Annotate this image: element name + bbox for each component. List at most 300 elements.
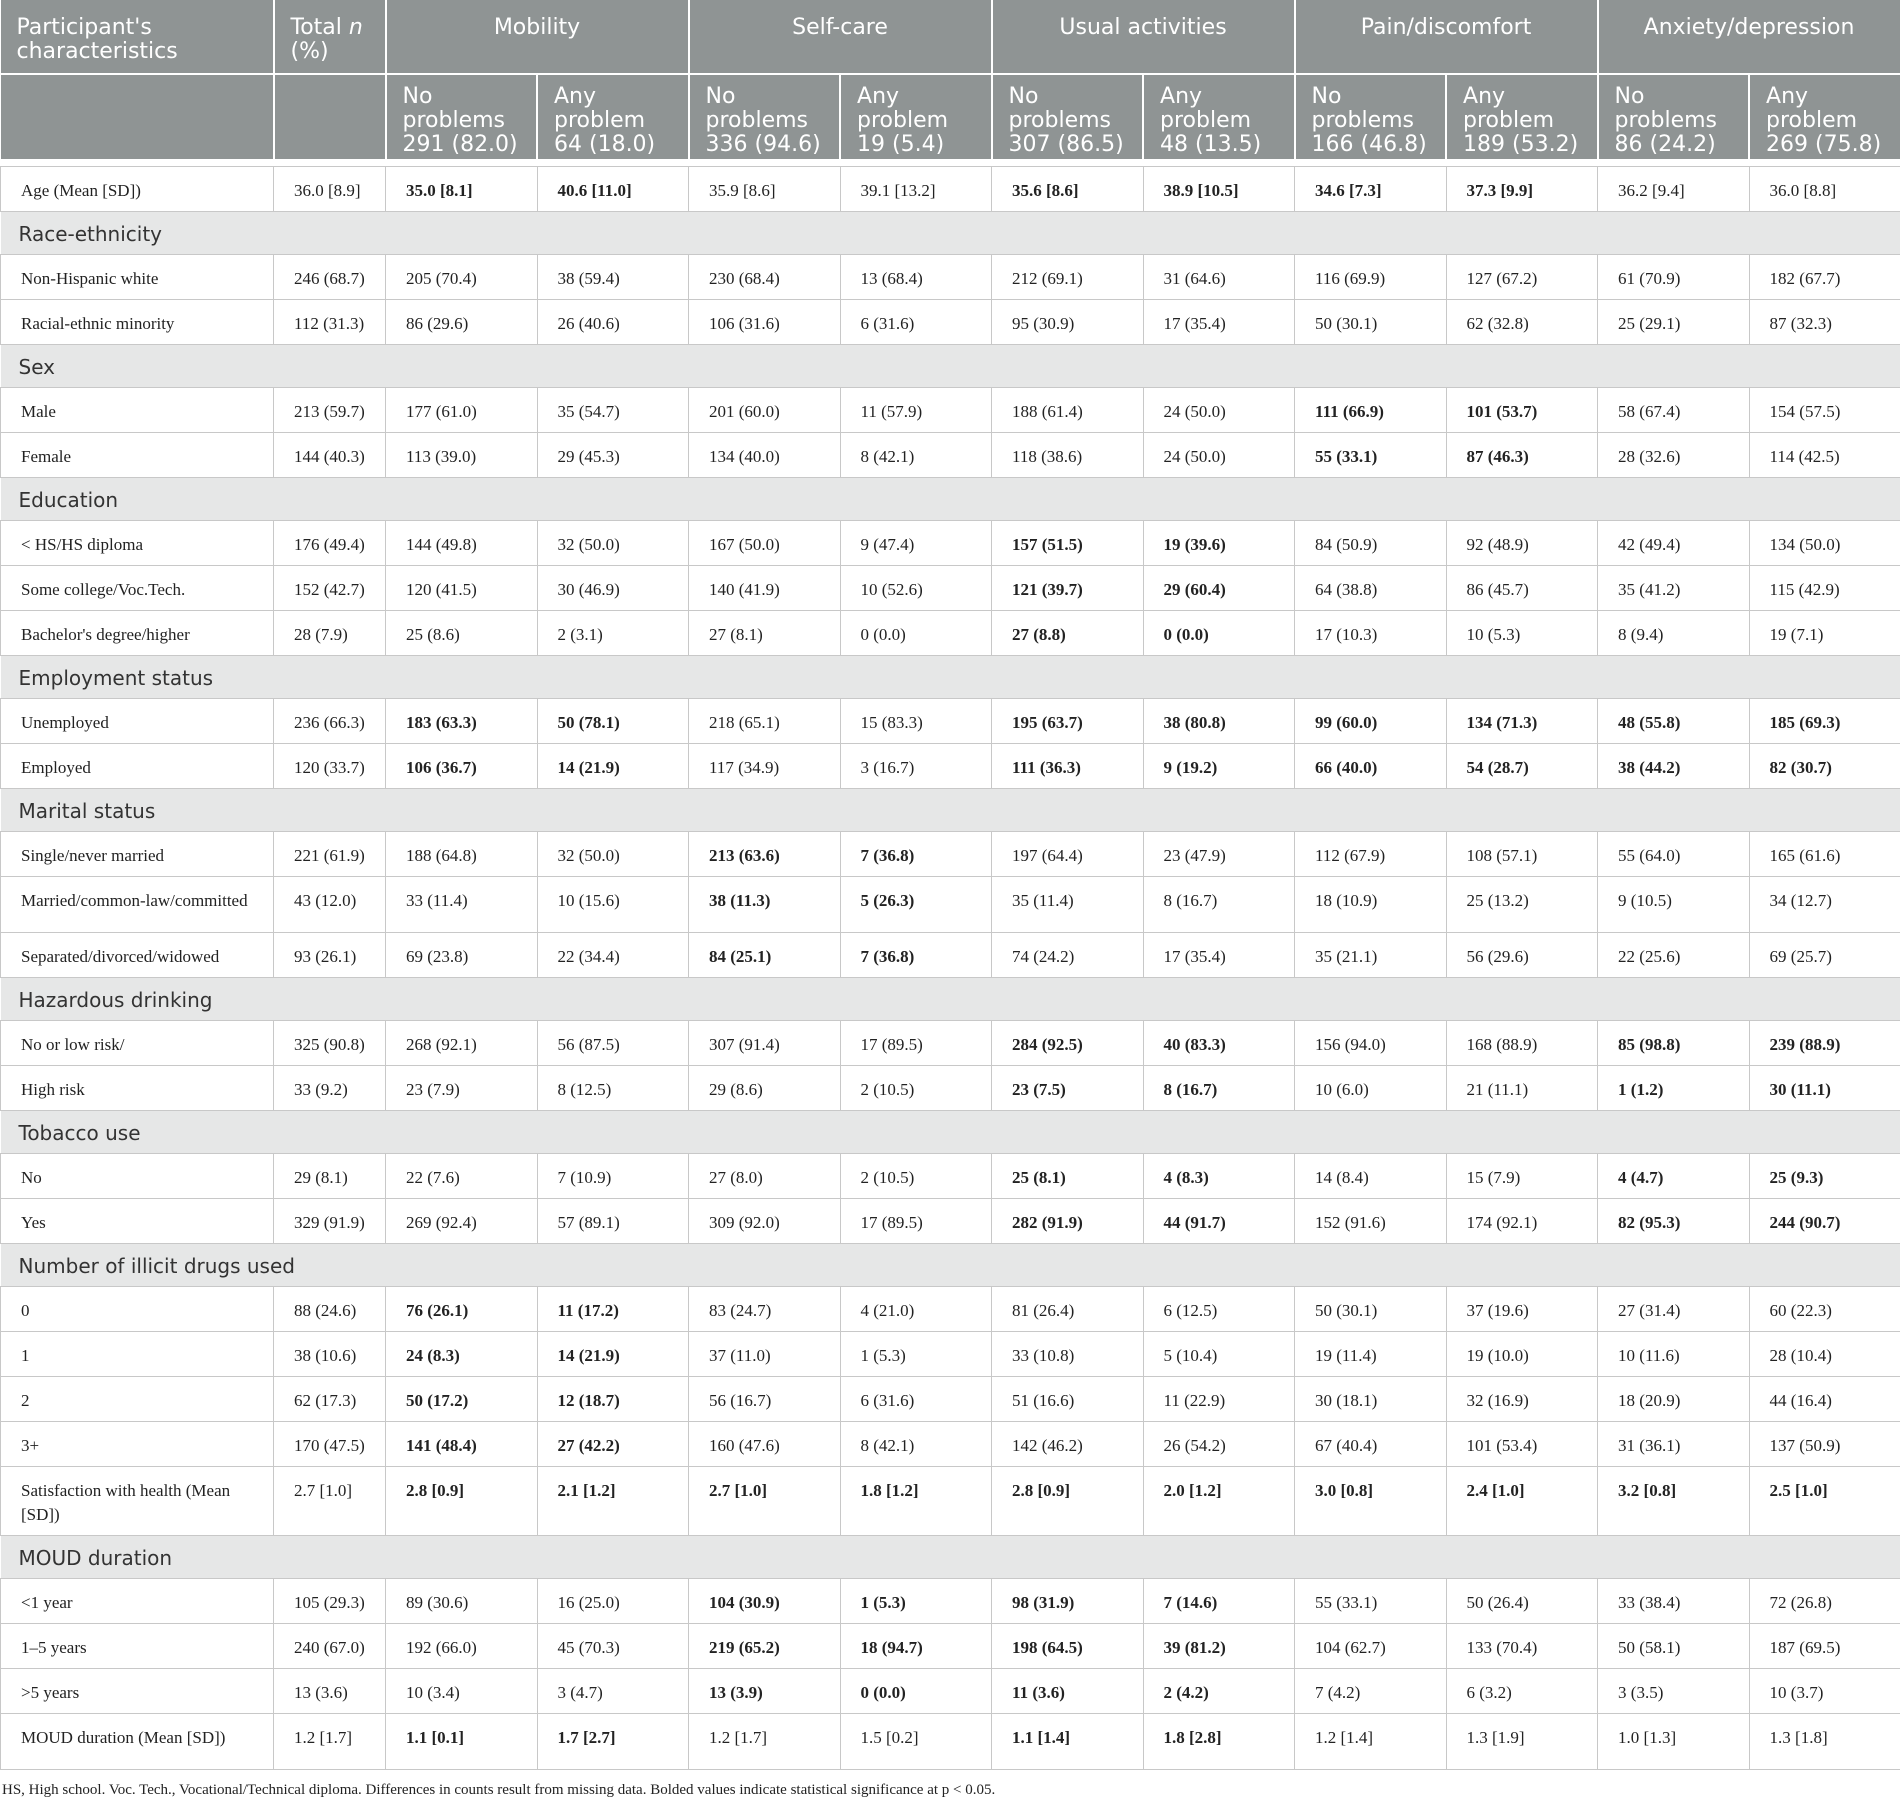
cell-value: 93 (26.1) bbox=[294, 947, 356, 966]
cell-value: 246 (68.7) bbox=[294, 269, 365, 288]
section-row bbox=[1, 655, 1900, 698]
table-cell bbox=[1598, 1065, 1750, 1110]
cell-value: 45 (70.3) bbox=[558, 1638, 620, 1657]
header-blank-1 bbox=[274, 74, 386, 160]
cell-value: 3 (4.7) bbox=[558, 1683, 603, 1702]
table-cell bbox=[1446, 1153, 1598, 1198]
section-label: Tobacco use bbox=[1, 1110, 1900, 1153]
cell-value: 117 (34.9) bbox=[709, 758, 779, 777]
table-cell bbox=[386, 520, 538, 565]
table-cell bbox=[274, 1466, 386, 1535]
table-cell bbox=[840, 1198, 992, 1243]
cell-value: 116 (69.9) bbox=[1315, 269, 1385, 288]
table-cell bbox=[386, 166, 538, 211]
significant-value: 38 (80.8) bbox=[1164, 713, 1226, 732]
table-cell bbox=[1446, 1331, 1598, 1376]
cell-value: 1.0 [1.3] bbox=[1618, 1728, 1676, 1747]
cell-value: 174 (92.1) bbox=[1467, 1213, 1538, 1232]
table-cell bbox=[274, 876, 386, 932]
subheader-1 bbox=[537, 74, 689, 160]
cell-value: 10 (52.6) bbox=[861, 580, 923, 599]
cell-value: 10 (15.6) bbox=[558, 891, 620, 910]
table-cell bbox=[840, 1065, 992, 1110]
cell-value: 152 (91.6) bbox=[1315, 1213, 1386, 1232]
cell-value: 22 (25.6) bbox=[1618, 947, 1680, 966]
table-cell bbox=[386, 565, 538, 610]
cell-value: 23 (47.9) bbox=[1164, 846, 1226, 865]
table-cell bbox=[689, 698, 841, 743]
table-cell bbox=[537, 1421, 689, 1466]
cell-value: 29 (45.3) bbox=[558, 447, 620, 466]
subheader-line: Any bbox=[857, 85, 991, 109]
cell-value: 11 (57.9) bbox=[861, 402, 923, 421]
table-cell bbox=[992, 254, 1144, 299]
cell-value: 33 (11.4) bbox=[406, 891, 468, 910]
row-label: Single/never married bbox=[1, 831, 274, 876]
table-cell bbox=[1446, 299, 1598, 344]
table-cell bbox=[1598, 1376, 1750, 1421]
cell-value: 112 (31.3) bbox=[294, 314, 364, 333]
cell-value: 15 (7.9) bbox=[1467, 1168, 1521, 1187]
table-cell bbox=[537, 1623, 689, 1668]
cell-value: 38 (59.4) bbox=[558, 269, 620, 288]
table-cell bbox=[689, 1421, 841, 1466]
table-row bbox=[1, 932, 1900, 977]
table-cell bbox=[386, 1668, 538, 1713]
table-cell bbox=[840, 1466, 992, 1535]
header-total-pct: (%) bbox=[291, 39, 329, 64]
cell-value: 31 (36.1) bbox=[1618, 1436, 1680, 1455]
table-cell bbox=[840, 1421, 992, 1466]
cell-value: 33 (9.2) bbox=[294, 1080, 348, 1099]
section-row bbox=[1, 1110, 1900, 1153]
table-cell bbox=[992, 1421, 1144, 1466]
cell-value: 50 (30.1) bbox=[1315, 314, 1377, 333]
cell-value: 156 (94.0) bbox=[1315, 1035, 1386, 1054]
table-cell bbox=[1598, 1578, 1750, 1623]
cell-value: 269 (92.4) bbox=[406, 1213, 477, 1232]
table-cell bbox=[274, 1668, 386, 1713]
section-label: Hazardous drinking bbox=[1, 977, 1900, 1020]
table-cell bbox=[1749, 1466, 1900, 1535]
table-cell bbox=[274, 1286, 386, 1331]
cell-value: 32 (50.0) bbox=[558, 846, 620, 865]
cell-value: 160 (47.6) bbox=[709, 1436, 780, 1455]
table-cell bbox=[1143, 520, 1295, 565]
table-row bbox=[1, 520, 1900, 565]
cell-value: 28 (7.9) bbox=[294, 625, 348, 644]
table-cell bbox=[274, 1153, 386, 1198]
table-cell bbox=[386, 1331, 538, 1376]
table-cell bbox=[1598, 565, 1750, 610]
cell-value: 188 (64.8) bbox=[406, 846, 477, 865]
significant-value: 29 (60.4) bbox=[1164, 580, 1226, 599]
table-cell bbox=[1295, 876, 1447, 932]
cell-value: 1 (5.3) bbox=[861, 1346, 906, 1365]
table-cell bbox=[1295, 1623, 1447, 1668]
table-cell bbox=[1446, 831, 1598, 876]
cell-value: 17 (35.4) bbox=[1164, 314, 1226, 333]
table-cell bbox=[840, 831, 992, 876]
cell-value: 1.2 [1.7] bbox=[709, 1728, 767, 1747]
row-label: 1–5 years bbox=[1, 1623, 274, 1668]
table-cell bbox=[992, 831, 1144, 876]
table-row bbox=[1, 1065, 1900, 1110]
cell-value: 268 (92.1) bbox=[406, 1035, 477, 1054]
table-cell bbox=[1749, 1376, 1900, 1421]
table-cell bbox=[992, 1578, 1144, 1623]
table-cell bbox=[1143, 1286, 1295, 1331]
table-cell bbox=[537, 743, 689, 788]
subheader-line: Any bbox=[1766, 85, 1900, 109]
table-cell bbox=[1749, 1668, 1900, 1713]
table-row bbox=[1, 1466, 1900, 1535]
significant-value: 195 (63.7) bbox=[1012, 713, 1083, 732]
cell-value: 114 (42.5) bbox=[1770, 447, 1840, 466]
table-cell bbox=[1749, 698, 1900, 743]
table-cell bbox=[274, 1578, 386, 1623]
table-cell bbox=[1598, 1153, 1750, 1198]
table-cell bbox=[1295, 565, 1447, 610]
subheader-line: Any bbox=[1160, 85, 1294, 109]
table-cell bbox=[1598, 831, 1750, 876]
table-cell bbox=[992, 1623, 1144, 1668]
cell-value: 5 (10.4) bbox=[1164, 1346, 1218, 1365]
cell-value: 62 (17.3) bbox=[294, 1391, 356, 1410]
subheader-4 bbox=[992, 74, 1144, 160]
cell-value: 213 (59.7) bbox=[294, 402, 365, 421]
table-cell bbox=[1295, 831, 1447, 876]
table-cell bbox=[1749, 1286, 1900, 1331]
section-label: Education bbox=[1, 477, 1900, 520]
cell-value: 25 (8.6) bbox=[406, 625, 460, 644]
table-cell bbox=[1446, 166, 1598, 211]
table-cell bbox=[689, 1065, 841, 1110]
table-cell bbox=[1446, 743, 1598, 788]
cell-value: 50 (26.4) bbox=[1467, 1593, 1529, 1612]
table-cell bbox=[840, 1020, 992, 1065]
table-cell bbox=[1295, 932, 1447, 977]
significant-value: 9 (19.2) bbox=[1164, 758, 1218, 777]
subheader-line: problems bbox=[1615, 109, 1749, 133]
significant-value: 85 (98.8) bbox=[1618, 1035, 1680, 1054]
table-cell bbox=[1295, 1020, 1447, 1065]
cell-value: 11 (22.9) bbox=[1164, 1391, 1226, 1410]
cell-value: 221 (61.9) bbox=[294, 846, 365, 865]
table-row bbox=[1, 1421, 1900, 1466]
cell-value: 182 (67.7) bbox=[1770, 269, 1841, 288]
subheader-6 bbox=[1295, 74, 1447, 160]
table-cell bbox=[1598, 876, 1750, 932]
table-cell bbox=[537, 387, 689, 432]
cell-value: 134 (50.0) bbox=[1770, 535, 1841, 554]
significant-value: 5 (26.3) bbox=[861, 891, 915, 910]
cell-value: 81 (26.4) bbox=[1012, 1301, 1074, 1320]
row-label: 3+ bbox=[1, 1421, 274, 1466]
cell-value: 18 (20.9) bbox=[1618, 1391, 1680, 1410]
table-cell bbox=[1749, 432, 1900, 477]
cell-value: 36.0 [8.8] bbox=[1770, 181, 1837, 200]
subheader-line: problem bbox=[1766, 109, 1900, 133]
cell-value: 37 (19.6) bbox=[1467, 1301, 1529, 1320]
cell-value: 35 (11.4) bbox=[1012, 891, 1074, 910]
table-cell bbox=[992, 1713, 1144, 1769]
table-cell bbox=[992, 1153, 1144, 1198]
cell-value: 32 (16.9) bbox=[1467, 1391, 1529, 1410]
subheader-7 bbox=[1446, 74, 1598, 160]
cell-value: 28 (32.6) bbox=[1618, 447, 1680, 466]
table-cell bbox=[1598, 520, 1750, 565]
header-blank-0 bbox=[1, 74, 274, 160]
cell-value: 106 (31.6) bbox=[709, 314, 780, 333]
row-label: MOUD duration (Mean [SD]) bbox=[1, 1713, 274, 1769]
subheader-line: problem bbox=[1160, 109, 1294, 133]
table-cell bbox=[274, 166, 386, 211]
table-cell bbox=[1446, 432, 1598, 477]
table-row bbox=[1, 387, 1900, 432]
cell-value: 192 (66.0) bbox=[406, 1638, 477, 1657]
table-cell bbox=[1446, 1286, 1598, 1331]
table-cell bbox=[689, 876, 841, 932]
table-cell bbox=[1295, 299, 1447, 344]
table-cell bbox=[1749, 1020, 1900, 1065]
cell-value: 4 (21.0) bbox=[861, 1301, 915, 1320]
table-cell bbox=[992, 932, 1144, 977]
cell-value: 35 (41.2) bbox=[1618, 580, 1680, 599]
cell-value: 36.2 [9.4] bbox=[1618, 181, 1685, 200]
cell-value: 56 (87.5) bbox=[558, 1035, 620, 1054]
significant-value: 12 (18.7) bbox=[558, 1391, 620, 1410]
significant-value: 1.8 [1.2] bbox=[861, 1481, 919, 1500]
table-cell bbox=[537, 1020, 689, 1065]
cell-value: 35 (54.7) bbox=[558, 402, 620, 421]
subheader-line: problem bbox=[554, 109, 688, 133]
cell-value: 115 (42.9) bbox=[1770, 580, 1840, 599]
subheader-line: problems bbox=[403, 109, 537, 133]
cell-value: 7 (10.9) bbox=[558, 1168, 612, 1187]
significant-value: 35.6 [8.6] bbox=[1012, 181, 1079, 200]
table-cell bbox=[840, 387, 992, 432]
cell-value: 10 (5.3) bbox=[1467, 625, 1521, 644]
table-row bbox=[1, 299, 1900, 344]
cell-value: 22 (7.6) bbox=[406, 1168, 460, 1187]
table-cell bbox=[1446, 387, 1598, 432]
table-cell bbox=[689, 1713, 841, 1769]
cell-value: 118 (38.6) bbox=[1012, 447, 1082, 466]
subheader-line: problems bbox=[1312, 109, 1446, 133]
significant-value: 66 (40.0) bbox=[1315, 758, 1377, 777]
cell-value: 34 (12.7) bbox=[1770, 891, 1832, 910]
table-row bbox=[1, 432, 1900, 477]
table-row bbox=[1, 1376, 1900, 1421]
significant-value: 87 (46.3) bbox=[1467, 447, 1529, 466]
cell-value: 31 (64.6) bbox=[1164, 269, 1226, 288]
table-cell bbox=[840, 1331, 992, 1376]
cell-value: 205 (70.4) bbox=[406, 269, 477, 288]
table-row bbox=[1, 610, 1900, 655]
table-cell bbox=[1749, 520, 1900, 565]
significant-value: 3.2 [0.8] bbox=[1618, 1481, 1676, 1500]
cell-value: 8 (42.1) bbox=[861, 1436, 915, 1455]
cell-value: 29 (8.1) bbox=[294, 1168, 348, 1187]
significant-value: 4 (8.3) bbox=[1164, 1168, 1209, 1187]
table-cell bbox=[386, 1623, 538, 1668]
table-row bbox=[1, 698, 1900, 743]
table-cell bbox=[1295, 520, 1447, 565]
table-cell bbox=[1749, 387, 1900, 432]
table-cell bbox=[840, 1153, 992, 1198]
cell-value: 197 (64.4) bbox=[1012, 846, 1083, 865]
table-cell bbox=[689, 831, 841, 876]
significant-value: 82 (95.3) bbox=[1618, 1213, 1680, 1232]
table-cell bbox=[689, 743, 841, 788]
significant-value: 183 (63.3) bbox=[406, 713, 477, 732]
cell-value: 19 (10.0) bbox=[1467, 1346, 1529, 1365]
cell-value: 14 (8.4) bbox=[1315, 1168, 1369, 1187]
cell-value: 86 (45.7) bbox=[1467, 580, 1529, 599]
significant-value: 7 (14.6) bbox=[1164, 1593, 1218, 1612]
significant-value: 38.9 [10.5] bbox=[1164, 181, 1239, 200]
table-row bbox=[1, 1578, 1900, 1623]
section-row bbox=[1, 344, 1900, 387]
cell-value: 218 (65.1) bbox=[709, 713, 780, 732]
significant-value: 0 (0.0) bbox=[1164, 625, 1209, 644]
table-cell bbox=[1295, 1668, 1447, 1713]
table-cell bbox=[1295, 166, 1447, 211]
table-row bbox=[1, 831, 1900, 876]
table-cell bbox=[1598, 254, 1750, 299]
table-cell bbox=[386, 1198, 538, 1243]
table-cell bbox=[1749, 254, 1900, 299]
table-cell bbox=[1598, 1286, 1750, 1331]
cell-value: 19 (11.4) bbox=[1315, 1346, 1377, 1365]
cell-value: 50 (30.1) bbox=[1315, 1301, 1377, 1320]
significant-value: 1 (5.3) bbox=[861, 1593, 906, 1612]
cell-value: 26 (54.2) bbox=[1164, 1436, 1226, 1455]
table-cell bbox=[1295, 743, 1447, 788]
cell-value: 43 (12.0) bbox=[294, 891, 356, 910]
cell-value: 0 (0.0) bbox=[861, 625, 906, 644]
table-cell bbox=[1749, 1578, 1900, 1623]
cell-value: 87 (32.3) bbox=[1770, 314, 1832, 333]
table-cell bbox=[386, 743, 538, 788]
table-row bbox=[1, 254, 1900, 299]
significant-value: 99 (60.0) bbox=[1315, 713, 1377, 732]
significant-value: 54 (28.7) bbox=[1467, 758, 1529, 777]
significant-value: 84 (25.1) bbox=[709, 947, 771, 966]
significant-value: 0 (0.0) bbox=[861, 1683, 906, 1702]
cell-value: 22 (34.4) bbox=[558, 947, 620, 966]
cell-value: 188 (61.4) bbox=[1012, 402, 1083, 421]
significant-value: 4 (4.7) bbox=[1618, 1168, 1663, 1187]
table-cell bbox=[274, 565, 386, 610]
table-cell bbox=[1143, 432, 1295, 477]
table-cell bbox=[840, 432, 992, 477]
subheader-line: 19 (5.4) bbox=[857, 133, 991, 157]
cell-value: 101 (53.4) bbox=[1467, 1436, 1538, 1455]
table-cell bbox=[537, 698, 689, 743]
section-row bbox=[1, 1535, 1900, 1578]
table-cell bbox=[840, 932, 992, 977]
cell-value: 17 (89.5) bbox=[861, 1213, 923, 1232]
table-cell bbox=[386, 254, 538, 299]
table-cell bbox=[1295, 1331, 1447, 1376]
table-cell bbox=[992, 565, 1144, 610]
cell-value: 36.0 [8.9] bbox=[294, 181, 361, 200]
cell-value: 28 (10.4) bbox=[1770, 1346, 1832, 1365]
cell-value: 51 (16.6) bbox=[1012, 1391, 1074, 1410]
cell-value: 9 (47.4) bbox=[861, 535, 915, 554]
table-cell bbox=[274, 831, 386, 876]
significant-value: 239 (88.9) bbox=[1770, 1035, 1841, 1054]
cell-value: 27 (8.1) bbox=[709, 625, 763, 644]
table-footnote: HS, High school. Voc. Tech., Vocational/Technical diploma. Differences in counts result from missing data. Bolded values indicate statistical significance at p < 0.05. bbox=[2, 1782, 995, 1799]
table-cell bbox=[992, 520, 1144, 565]
table-cell bbox=[1295, 254, 1447, 299]
table-cell bbox=[689, 932, 841, 977]
row-label: Some college/Voc.Tech. bbox=[1, 565, 274, 610]
cell-value: 60 (22.3) bbox=[1770, 1301, 1832, 1320]
table-cell bbox=[689, 565, 841, 610]
table-cell bbox=[1295, 432, 1447, 477]
table-cell bbox=[1446, 254, 1598, 299]
table-cell bbox=[1143, 1065, 1295, 1110]
table-cell bbox=[1143, 698, 1295, 743]
table-cell bbox=[537, 1578, 689, 1623]
cell-value: 42 (49.4) bbox=[1618, 535, 1680, 554]
section-label: Race-ethnicity bbox=[1, 211, 1900, 254]
cell-value: 329 (91.9) bbox=[294, 1213, 365, 1232]
table-cell bbox=[1749, 932, 1900, 977]
row-label: 0 bbox=[1, 1286, 274, 1331]
table-cell bbox=[274, 1421, 386, 1466]
significant-value: 1 (1.2) bbox=[1618, 1080, 1663, 1099]
table-cell bbox=[1446, 698, 1598, 743]
subheader-line: 336 (94.6) bbox=[706, 133, 840, 157]
cell-value: 37 (11.0) bbox=[709, 1346, 771, 1365]
table-cell bbox=[840, 1376, 992, 1421]
section-row bbox=[1, 211, 1900, 254]
cell-value: 1.5 [0.2] bbox=[861, 1728, 919, 1747]
cell-value: 17 (89.5) bbox=[861, 1035, 923, 1054]
cell-value: 177 (61.0) bbox=[406, 402, 477, 421]
table-row bbox=[1, 1668, 1900, 1713]
row-label: Married/common-law/committed bbox=[1, 876, 274, 932]
cell-value: 112 (67.9) bbox=[1315, 846, 1385, 865]
cell-value: 105 (29.3) bbox=[294, 1593, 365, 1612]
table-cell bbox=[1749, 831, 1900, 876]
table-cell bbox=[1446, 1668, 1598, 1713]
table-cell bbox=[1446, 610, 1598, 655]
table-cell bbox=[1143, 876, 1295, 932]
cell-value: 30 (18.1) bbox=[1315, 1391, 1377, 1410]
table-cell bbox=[1749, 565, 1900, 610]
header-mobility: Mobility bbox=[386, 0, 689, 74]
table-cell bbox=[1143, 1421, 1295, 1466]
significant-value: 55 (33.1) bbox=[1315, 447, 1377, 466]
cell-value: 35.9 [8.6] bbox=[709, 181, 776, 200]
table-cell bbox=[1749, 1421, 1900, 1466]
significant-value: 27 (42.2) bbox=[558, 1436, 620, 1455]
cell-value: 6 (31.6) bbox=[861, 314, 915, 333]
table-cell bbox=[274, 610, 386, 655]
table-cell bbox=[840, 520, 992, 565]
table-cell bbox=[992, 743, 1144, 788]
section-row bbox=[1, 477, 1900, 520]
section-label: Sex bbox=[1, 344, 1900, 387]
table-cell bbox=[992, 1376, 1144, 1421]
table-cell bbox=[1446, 1065, 1598, 1110]
